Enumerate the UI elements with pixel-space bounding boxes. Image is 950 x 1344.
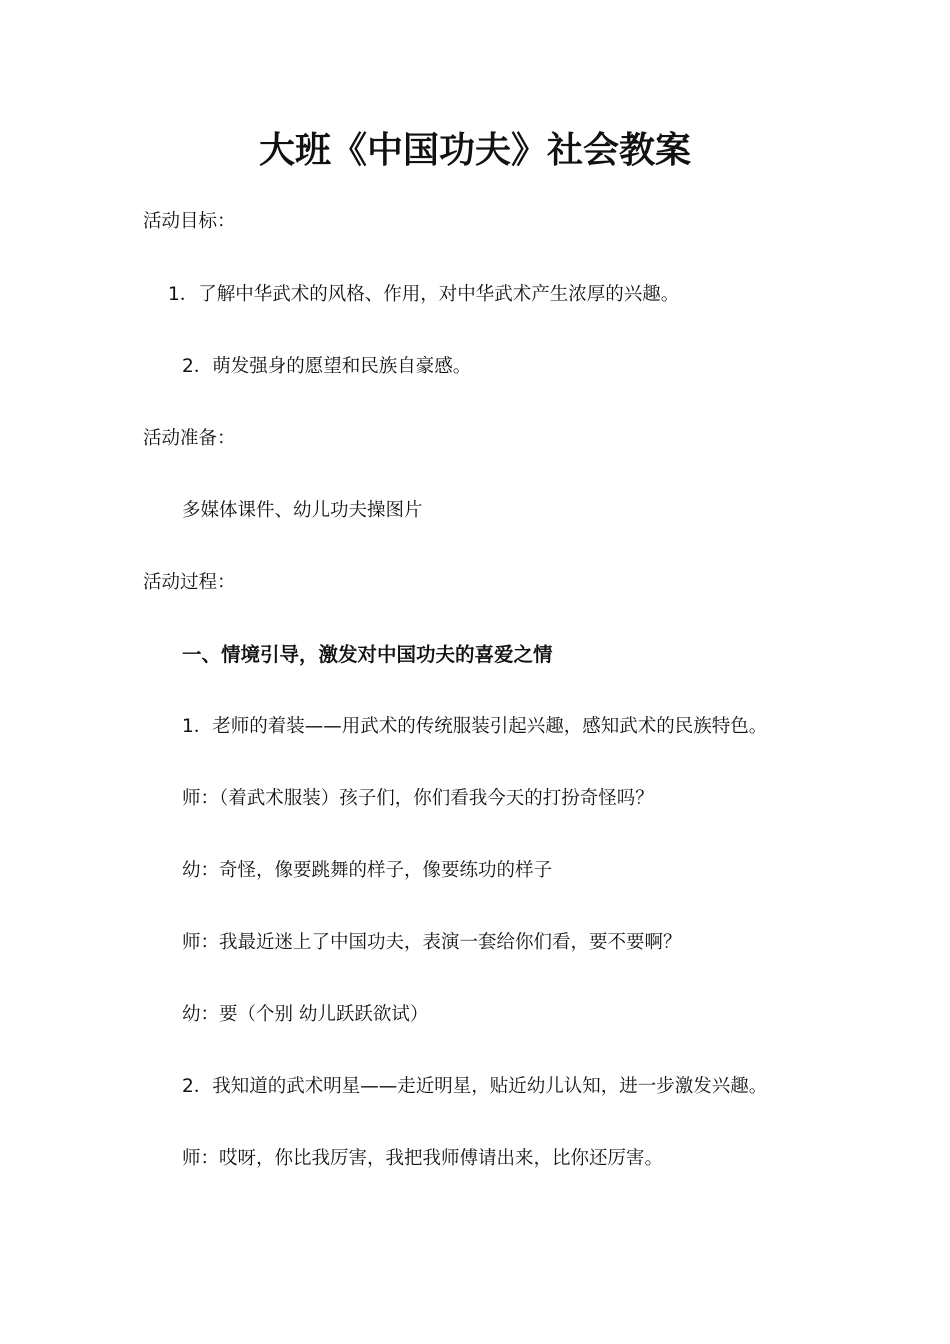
step-item-1: 1．老师的着装——用武术的传统服装引起兴趣，感知武术的民族特色。 <box>182 716 768 737</box>
dialog-line: 师：我最近迷上了中国功夫，表演一套给你们看，要不要啊？ <box>182 932 682 953</box>
dialog-line: 师：（着武术服装）孩子们，你们看我今天的打扮奇怪吗？ <box>182 788 654 809</box>
goal-item-2: 2．萌发强身的愿望和民族自豪感。 <box>182 356 472 377</box>
section-heading-1: 一、情境引导，激发对中国功夫的喜爱之情 <box>182 643 553 666</box>
step-item-2: 2．我知道的武术明星——走近明星，贴近幼儿认知，进一步激发兴趣。 <box>182 1076 768 1097</box>
goal-item-1: 1．了解中华武术的风格、作用，对中华武术产生浓厚的兴趣。 <box>168 284 680 305</box>
prep-text: 多媒体课件、幼儿功夫操图片 <box>182 500 423 521</box>
process-label: 活动过程： <box>143 572 236 593</box>
document-title: 大班《中国功夫》社会教案 <box>258 130 691 171</box>
goals-label: 活动目标： <box>143 211 236 232</box>
prep-label: 活动准备： <box>143 428 236 449</box>
dialog-line: 幼：要（个别 幼儿跃跃欲试） <box>182 1004 429 1025</box>
dialog-line: 师：哎呀，你比我厉害，我把我师傅请出来，比你还厉害。 <box>182 1148 664 1169</box>
dialog-line: 幼：奇怪，像要跳舞的样子，像要练功的样子 <box>182 860 553 881</box>
